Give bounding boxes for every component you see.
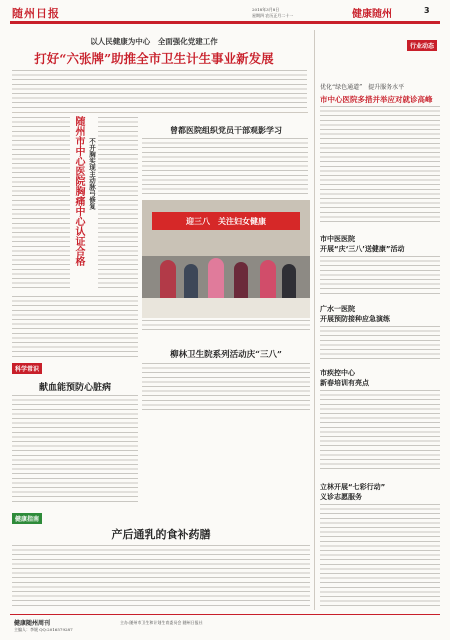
right-top-text [320,106,440,224]
right-column-rule [314,30,315,610]
right-mid-d: 开展预防接种应急演练 [320,315,390,323]
right-mid-f: 新春培训有亮点 [320,379,369,387]
right-mid-text-2 [320,326,440,360]
masthead-date: 2018年3月8日 [252,7,280,12]
right-mid-b: 开展“庆‘三八’送健康”活动 [320,245,405,253]
women-day-headline: 柳林卫生院系列活动庆“三八” [170,350,282,360]
footer-publisher: 主办:随州市卫生和计划生育委员会 随州日报社 [120,620,203,625]
right-mid-e: 市疾控中心 [320,369,355,377]
vertical-headline-sub: 不开胸实现主动脉弓修复 [88,138,96,210]
industry-tag: 行业动态 [407,40,437,51]
nutrition-tag: 健康指南 [12,513,42,524]
main-headline: 打好“六张牌”助推全市卫生计生事业新发展 [34,51,274,66]
divider [12,112,308,113]
left-column-text [12,296,138,358]
masthead-logo: 随州日报 [12,7,60,20]
banner: 迎三八 关注妇女健康 [152,212,300,230]
right-mid-text [320,256,440,296]
right-bot-b: 义诊志愿服务 [320,493,362,501]
event-photo [142,200,310,318]
science-tag: 科学常识 [12,363,42,374]
side-text [12,117,70,292]
bottom-rule [10,614,440,615]
right-top-headline: 市中心医院多措并举应对就诊高峰 [320,95,433,104]
top-rule [10,21,440,24]
side-text-2 [98,117,138,292]
right-bot-a: 立林开展“七彩行动” [320,483,386,491]
nutrition-headline: 产后通乳的食补药膳 [111,528,211,541]
right-mid-text-3 [320,390,440,472]
science-headline: 献血能预防心脏病 [38,383,111,393]
page-number: 3 [424,6,430,15]
kicker: 以人民健康为中心 全面强化党建工作 [90,37,218,46]
right-bot-text [320,504,440,608]
nutrition-text [12,545,310,609]
photo-caption [142,320,310,332]
footer-title: 健康随州周刊 [14,620,51,627]
photo-story [142,138,308,196]
footer-editor: 主编人：李媛 QQ:2016579287 [14,627,73,632]
right-mid-c: 广水一医院 [320,305,355,313]
science-text [12,395,138,505]
right-mid-a: 市中医医院 [320,235,355,243]
women-day-text [142,363,310,413]
photo-headline: 曾都医院组织党员干部观影学习 [170,125,282,135]
vertical-headline: 随州市中心医院胸痛中心认证合格 [73,116,84,266]
right-top-kicker: 优化“绿色通道” 提升服务水平 [320,84,405,91]
masthead-info: 星期四 农历正月二十一 [252,13,294,18]
section-title: 健康随州 [352,9,392,20]
lead-text [12,70,307,110]
